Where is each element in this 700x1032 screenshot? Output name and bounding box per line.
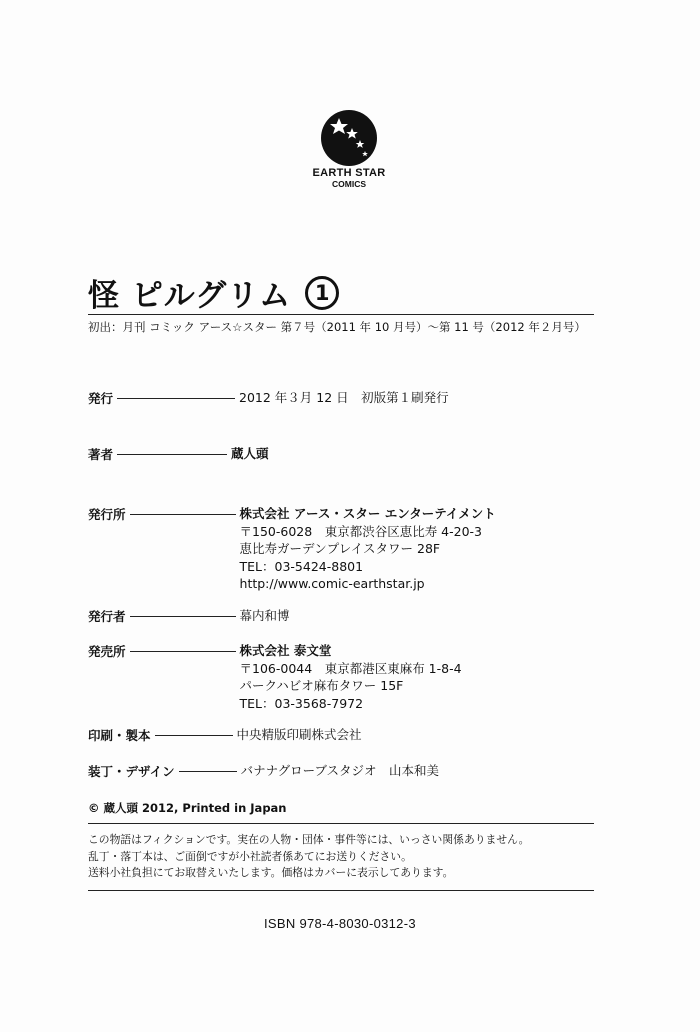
leader-line [155,735,233,736]
row-value: 〒150-6028 東京都渋谷区恵比寿 4-20-3 [239,523,483,539]
notes-bottom-divider [88,890,594,891]
colophon-row-publisher [88,505,496,593]
row-value: 恵比寿ガーデンプレイスタワー 28F [239,541,441,556]
book-title: 怪 ピルグリム [88,278,292,314]
row-value: 2012 年３月 12 日 初版第１刷発行 [239,390,449,405]
leader-line [130,514,236,515]
note-line: 乱丁・落丁本は、ご面倒ですが小社読者係あてにお送りください。 [88,849,412,863]
volume-number: 1 [305,276,339,310]
row-label: 発行者 [88,609,126,624]
earth-star-icon [319,108,379,168]
row-value: TEL：03-5424-8801 [239,558,364,574]
colophon-row-printing [88,726,362,744]
note-line: 送料小社負担にてお取替えいたします。価格はカバーに表示してあります。 [88,866,454,879]
row-value: 幕内和博 [239,608,290,623]
isbn: ISBN 978-4-8030-0312-3 [264,916,416,931]
leader-line [130,616,236,617]
row-label: 発行所 [88,507,126,522]
publisher-logo [304,108,394,188]
copyright-line: © 蔵人頭 2012, Printed in Japan [88,801,287,815]
row-value: 〒106-0044 東京都港区東麻布 1-8-4 [239,660,462,676]
row-label: 著者 [88,447,114,462]
colophon-row-publish-date [88,389,449,407]
colophon-row-design [88,762,439,780]
logo-line2: COMICS [332,178,366,189]
row-label: 印刷・製本 [88,728,151,743]
row-label: 装丁・デザイン [88,764,175,779]
colophon-row-issuer [88,607,290,625]
row-value: 中央精版印刷株式会社 [236,727,362,742]
leader-line [130,651,236,652]
notes-top-divider [88,823,594,824]
title-row [88,270,339,315]
row-value: 株式会社 アース・スター エンターテイメント [239,506,496,521]
row-value: バナナグローブスタジオ 山本和美 [240,763,440,778]
row-label: 発行 [88,391,114,406]
note-line: この物語はフィクションです。実在の人物・団体・事件等には、いっさい関係ありません。 [88,833,530,846]
colophon-row-author [88,445,269,463]
leader-line [117,398,235,399]
leader-line [117,454,227,455]
colophon-row-distributor [88,642,462,712]
initial-publication: 初出：月刊 コミック アース☆スター 第７号（2011 年 10 月号）～第 11 号（2012 年２月号） [88,320,586,334]
row-value: パークハビオ麻布タワー 15F [239,678,404,693]
row-label: 発売所 [88,644,126,659]
leader-line [179,771,237,772]
logo-line1: EARTH STAR [312,167,386,179]
row-value: http://www.comic-earthstar.jp [239,576,425,591]
row-value: TEL：03-3568-7972 [239,695,364,711]
title-divider [88,314,594,315]
row-value: 株式会社 泰文堂 [239,643,332,658]
row-value: 蔵人頭 [231,446,269,461]
notes-block [88,832,529,882]
